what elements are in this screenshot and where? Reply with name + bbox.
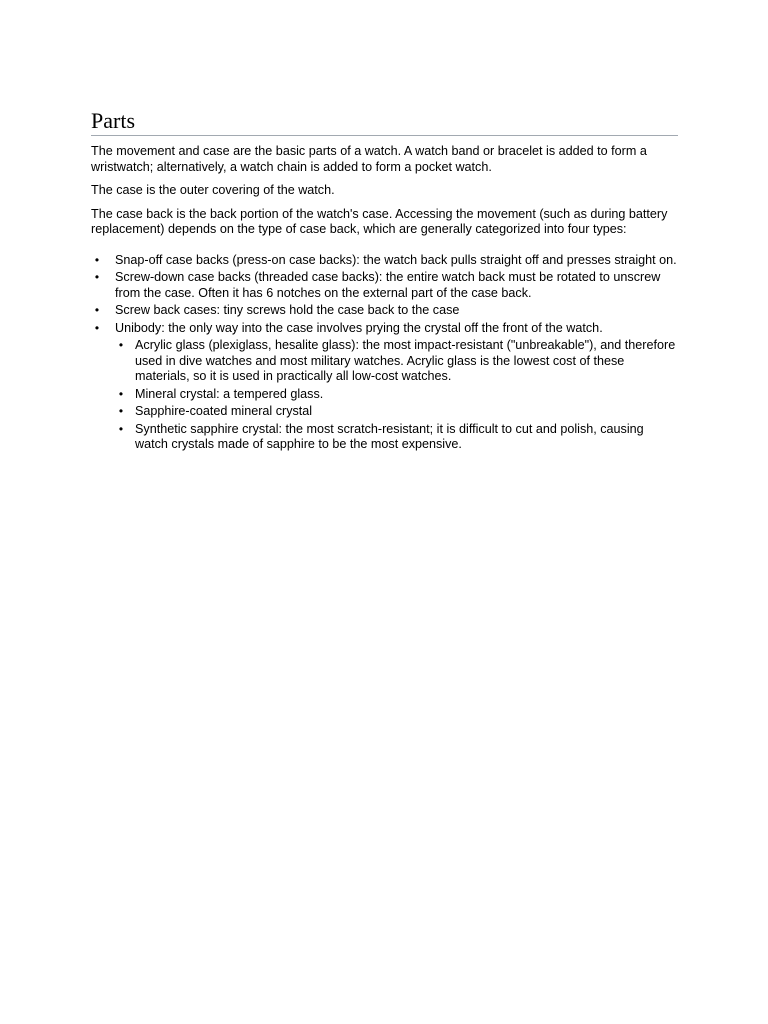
sub-list-item [115, 404, 678, 420]
bullet-icon: • [118, 404, 124, 418]
bullet-icon: • [118, 386, 124, 401]
section-heading: Parts [91, 108, 678, 136]
sub-list-item [115, 422, 678, 453]
sub-list-item-text: Mineral crystal: a tempered glass. [135, 386, 324, 401]
bullet-icon: • [94, 320, 100, 335]
paragraph-case: The case is the outer covering of the watch. [91, 183, 335, 197]
bullet-icon: • [94, 270, 100, 284]
bullet-icon: • [94, 252, 100, 267]
paragraph-intro: The movement and case are the basic parts of a watch. A watch band or bracelet is added to form a wristwatch; alternatively, a watch chain is added to form a pocket watch. [91, 144, 647, 174]
list-item-text: Screw back cases: tiny screws hold the case back to the case [115, 303, 460, 317]
case-back-types-list [91, 253, 678, 453]
list-item [91, 303, 678, 319]
list-item-text: Screw-down case backs (threaded case backs): the entire watch back must be rotated to unscrew from the case. Often it has 6 notches on the external part of the case back. [115, 270, 661, 300]
crystal-types-list [115, 338, 678, 453]
list-item [91, 253, 678, 269]
bullet-icon: • [118, 421, 124, 436]
paragraph-case-back: The case back is the back portion of the watch's case. Accessing the movement (such as during battery replacement) depends on the type of case back, which are generally categorized into four types: [91, 206, 668, 236]
list-item-text: Snap-off case backs (press-on case backs): the watch back pulls straight off and presses straight on. [115, 252, 677, 267]
sub-list-item [115, 387, 678, 403]
sub-list-item-text: Sapphire-coated mineral crystal [135, 404, 313, 418]
list-item [91, 321, 678, 453]
sub-list-item-text: Acrylic glass (plexiglass, hesalite glass): the most impact-resistant ("unbreakable"), and therefore used in dive watches and most military watches. Acrylic glass is the lowest cost of these materials, so it is used in practically all low-cost watches. [135, 338, 676, 383]
bullet-icon: • [118, 338, 124, 352]
article [91, 108, 678, 455]
sub-list-item [115, 338, 678, 385]
list-item [91, 270, 678, 301]
bullet-icon: • [94, 303, 100, 317]
list-item-text: Unibody: the only way into the case involves prying the crystal off the front of the watch. [115, 320, 603, 335]
sub-list-item-text: Synthetic sapphire crystal: the most scratch-resistant; it is difficult to cut and polish, causing watch crystals made of sapphire to be the most expensive. [135, 421, 644, 451]
